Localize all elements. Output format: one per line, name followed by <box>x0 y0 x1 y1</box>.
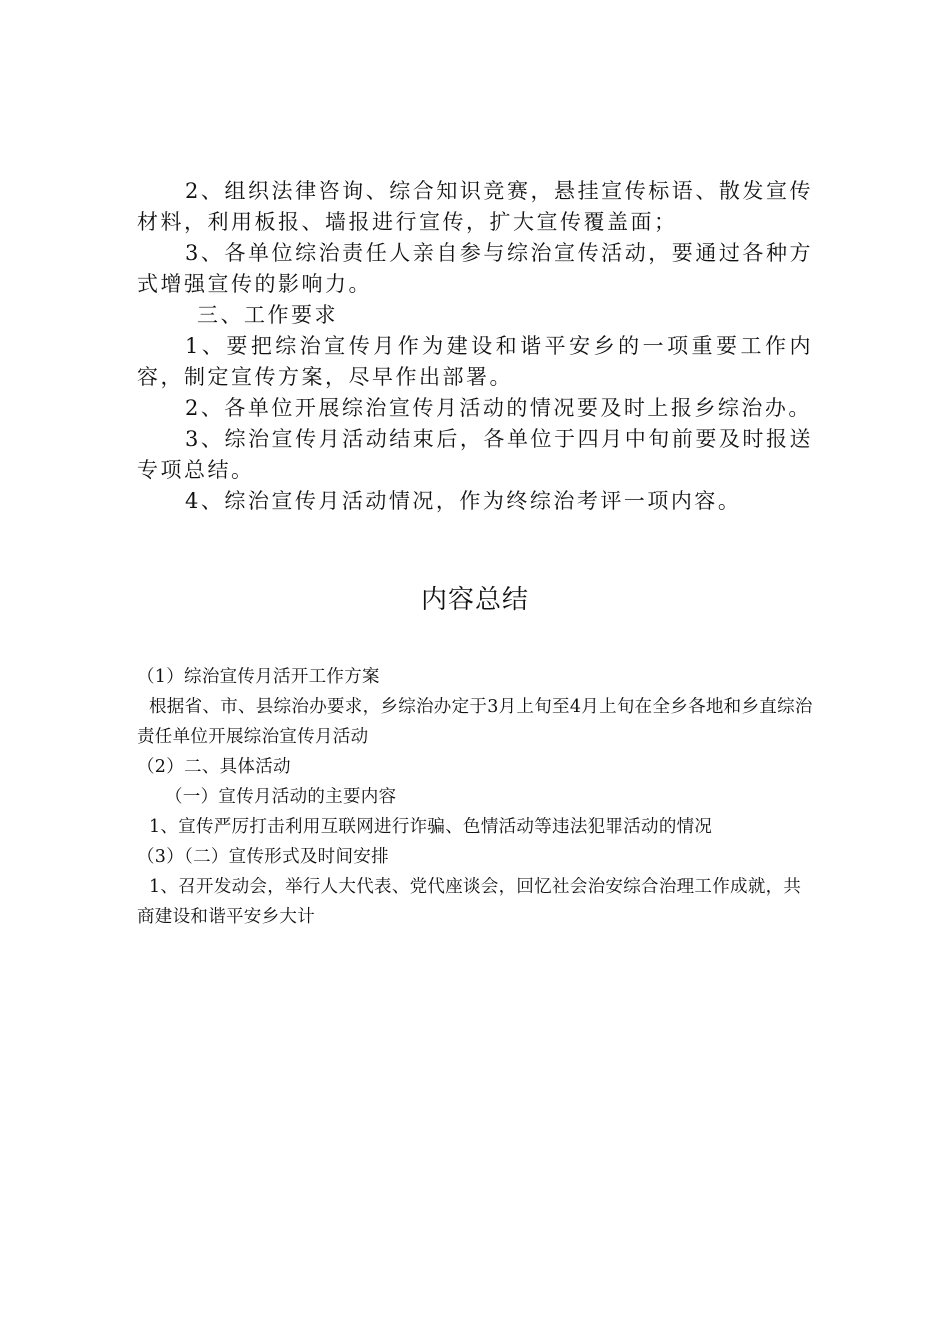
requirement-item-4: 4、综治宣传月活动情况，作为终综治考评一项内容。 <box>185 489 742 513</box>
summary-line-6: （3）（二）宣传形式及时间安排 <box>137 847 389 867</box>
summary-line-1: （1）综治宣传月活开工作方案 <box>137 667 380 687</box>
summary-section <box>137 662 813 932</box>
requirement-item-3: 3、综治宣传月活动结束后，各单位于四月中旬前要及时报送专项总结。 <box>137 427 813 482</box>
paragraph-item-3: 3、各单位综治责任人亲自参与综治宣传活动，要通过各种方式增强宣传的影响力。 <box>137 241 813 296</box>
body-text <box>137 176 813 517</box>
paragraph-item-2: 2、组织法律咨询、综合知识竞赛，悬挂宣传标语、散发宣传材料，利用板报、墙报进行宣传，扩大宣传覆盖面； <box>137 179 813 234</box>
section-heading-work-requirements: 三、工作要求 <box>197 303 338 327</box>
summary-line-3: （2）二、具体活动 <box>137 757 291 777</box>
requirement-item-1: 1、要把综治宣传月作为建设和谐平安乡的一项重要工作内容，制定宣传方案，尽早作出部署。 <box>137 334 813 389</box>
summary-line-2: 根据省、市、县综治办要求，乡综治办定于3月上旬至4月上旬在全乡各地和乡直综治责任单位开展综治宣传月活动 <box>137 697 813 747</box>
summary-title: 内容总结 <box>420 585 529 615</box>
summary-line-7: 1、召开发动会，举行人大代表、党代座谈会，回忆社会治安综合治理工作成就，共商建设和谐平安乡大计 <box>137 877 802 927</box>
summary-line-4: （一）宣传月活动的主要内容 <box>165 787 397 807</box>
requirement-item-2: 2、各单位开展综治宣传月活动的情况要及时上报乡综治办。 <box>185 396 812 420</box>
summary-line-5: 1、宣传严厉打击利用互联网进行诈骗、色情活动等违法犯罪活动的情况 <box>149 817 713 837</box>
